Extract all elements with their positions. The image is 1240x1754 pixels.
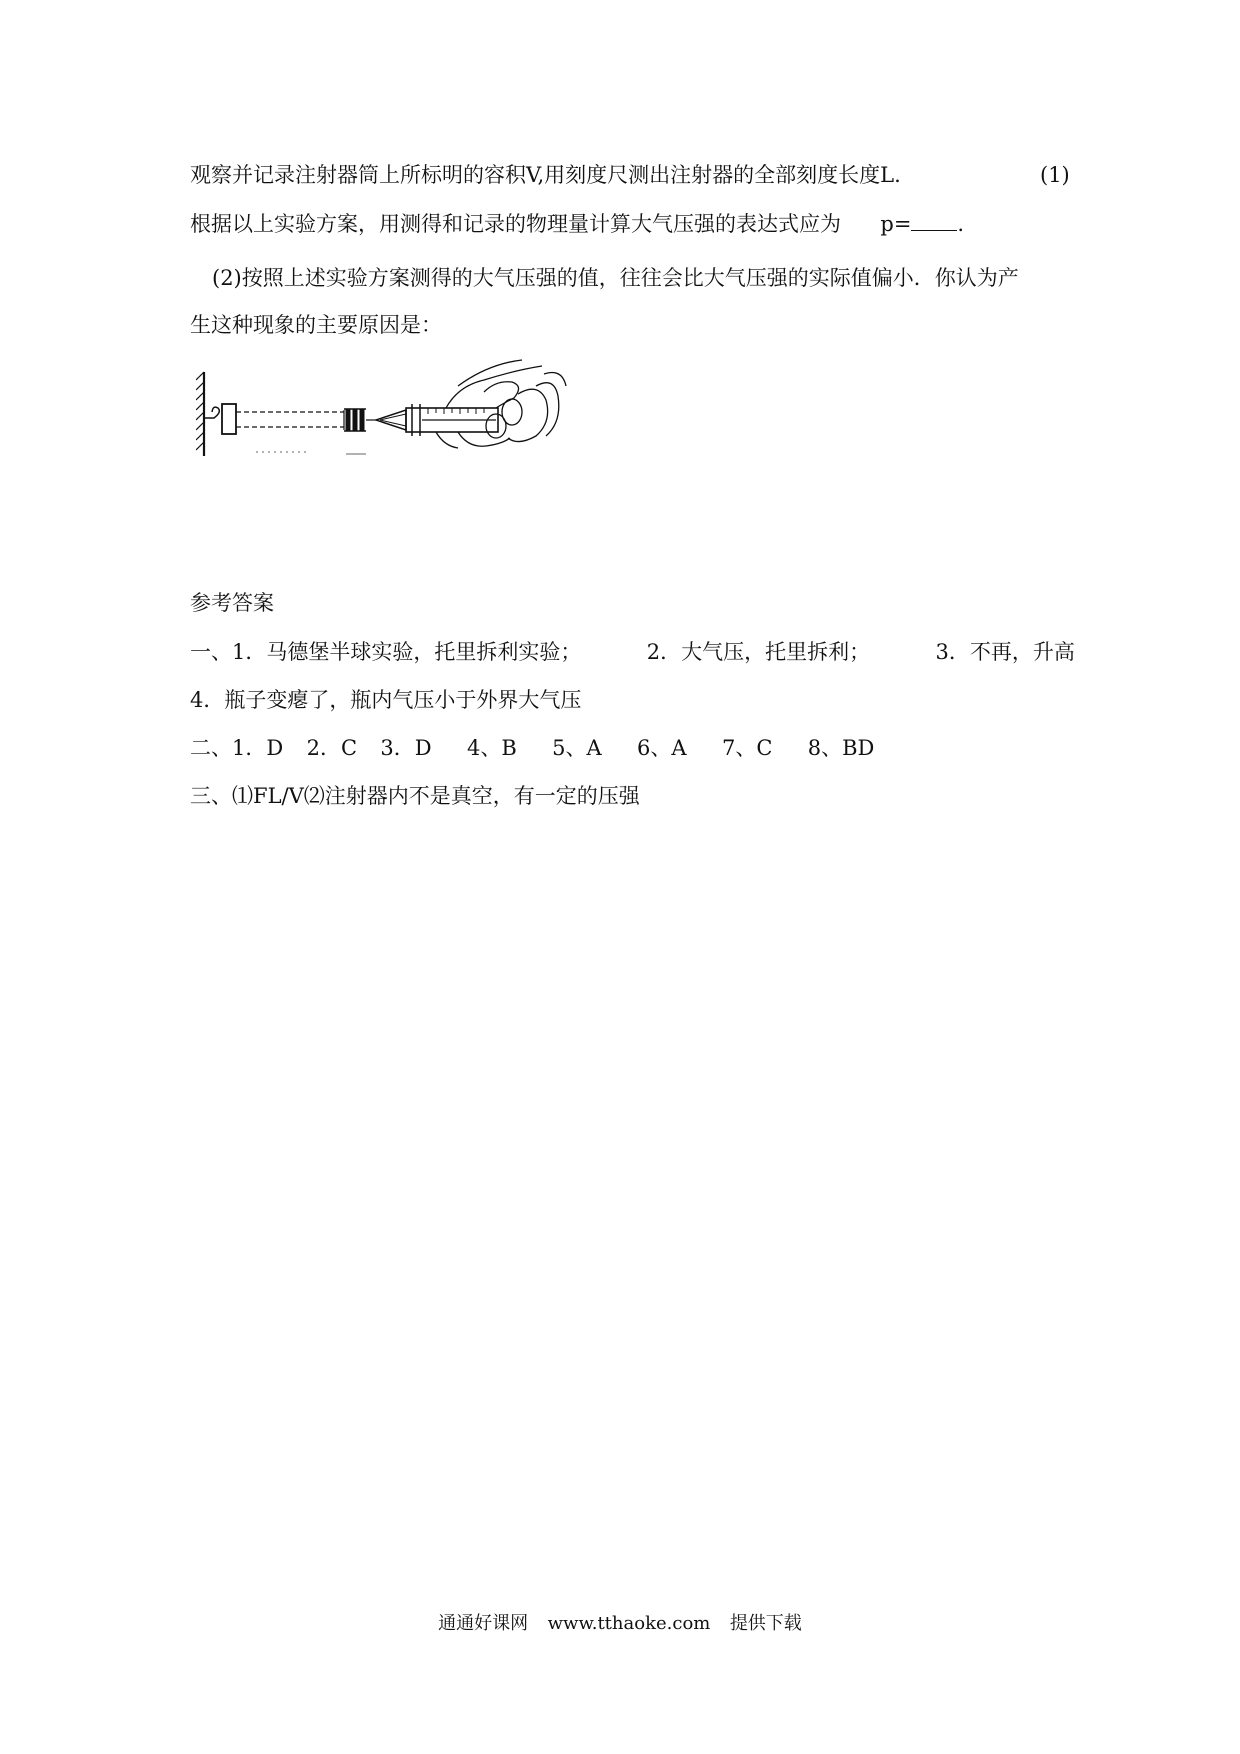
scale-ticks	[428, 408, 484, 414]
answer-row-4	[190, 781, 640, 811]
piston	[344, 409, 366, 431]
footer-suffix: 提供下载	[729, 1613, 802, 1634]
answer-item: 7、C	[721, 736, 773, 760]
answer-row-1-part-a: 一、1．马德堡半球实验，托里拆利实验；	[190, 640, 582, 664]
hand-outline	[436, 360, 566, 448]
wall-hook	[204, 407, 219, 418]
answer-item: 2．C	[306, 736, 358, 760]
question-text-1: 观察并记录注射器筒上所标明的容积V,用刻度尺测出注射器的全部刻度长度L.	[190, 163, 901, 187]
answer-item: 6、A	[637, 736, 687, 760]
answer-row-2	[190, 685, 581, 715]
syringe-illustration	[196, 352, 636, 462]
question-line-2	[190, 209, 964, 239]
plunger-handle	[222, 404, 236, 434]
syringe-experiment-figure	[196, 352, 636, 466]
question-line-4	[190, 310, 442, 340]
answers-heading	[190, 588, 274, 618]
answer-item: 5、A	[552, 736, 602, 760]
answer-item: 4、B	[466, 736, 517, 760]
footer-url: www.tthaoke.com	[547, 1613, 711, 1634]
question-text-3: (2)按照上述实验方案测得的大气压强的值，往往会比大气压强的实际值偏小．你认为产	[212, 266, 1019, 290]
question-text-2: 根据以上实验方案，用测得和记录的物理量计算大气压强的表达式应为	[190, 212, 841, 236]
answer-row-1-part-b: 2．大气压，托里拆利；	[646, 640, 871, 664]
footer-site-name: 通通好课网	[438, 1613, 529, 1634]
question-line-1	[190, 160, 901, 190]
question-number-1: (1)	[1040, 163, 1070, 187]
answer-row-2-text: 4．瓶子变瘪了，瓶内气压小于外界大气压	[190, 688, 582, 712]
answer-row-4-text: 三、⑴FL/V⑵注射器内不是真空，有一定的压强	[190, 784, 640, 808]
answer-row-3	[190, 733, 874, 763]
question-text-4: 生这种现象的主要原因是：	[190, 313, 442, 337]
question-line-3	[212, 263, 1019, 293]
answer-blank	[911, 210, 957, 231]
answers-heading-text: 参考答案	[190, 591, 274, 615]
wall-hatching	[196, 372, 204, 450]
answer-row-1	[190, 637, 1075, 667]
answer-item: 3．D	[380, 736, 432, 760]
answer-item: 1．D	[232, 736, 284, 760]
answer-row-1-part-c: 3．不再，升高	[935, 640, 1075, 664]
answer-item: 8、BD	[807, 736, 875, 760]
sentence-end: .	[957, 212, 965, 236]
answer-row-3-prefix: 二、	[190, 736, 232, 760]
page-footer	[0, 1612, 1240, 1636]
formula-label: p=	[880, 212, 912, 236]
